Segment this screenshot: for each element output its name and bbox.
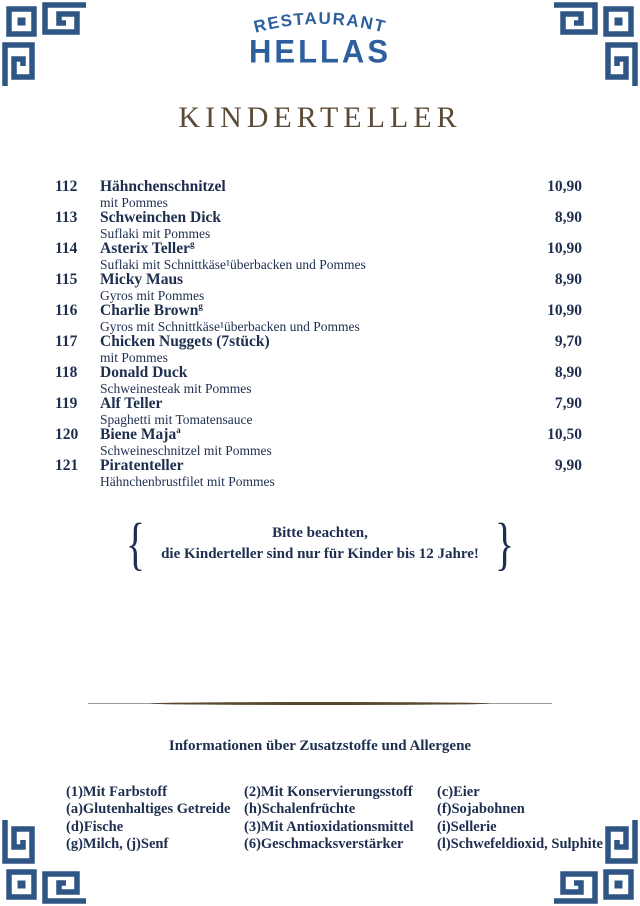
menu-item-name-text: Hähnchenschnitzel xyxy=(100,178,226,195)
section-divider xyxy=(88,701,552,705)
menu-item-price: 10,90 xyxy=(547,240,582,257)
menu-item-body xyxy=(100,334,520,365)
menu-item-name-text: Donald Duck xyxy=(100,364,188,381)
menu-item-description: Schweinesteak mit Pommes xyxy=(100,380,252,396)
age-note-line1: Bitte beachten, xyxy=(272,525,368,541)
menu-item-name xyxy=(100,210,520,227)
menu-item-body xyxy=(100,179,520,210)
menu-item xyxy=(55,272,582,303)
menu-item-body xyxy=(100,396,520,427)
divider-center-bar xyxy=(150,702,490,705)
allergen-entry: (a)Glutenhaltiges Getreide xyxy=(66,801,231,818)
menu-item-name xyxy=(100,365,520,382)
menu-item-name-text: Biene Maja xyxy=(100,426,177,443)
menu-item-number: 118 xyxy=(55,364,78,381)
menu-item-body xyxy=(100,210,520,241)
age-note-line2: die Kinderteller sind nur für Kinder bis 12 Jahre! xyxy=(161,546,479,562)
allergen-entry: (2)Mit Konservierungsstoff xyxy=(244,784,413,800)
menu-item xyxy=(55,334,582,365)
menu-item-price: 8,90 xyxy=(554,209,582,226)
menu-item-price: 10,90 xyxy=(547,178,582,195)
menu-item-name-text: Chicken Nuggets (7stück) xyxy=(100,333,270,350)
menu-item-number: 114 xyxy=(55,240,78,257)
menu-item-description: Spaghetti mit Tomatensauce xyxy=(100,411,253,427)
menu-item-body xyxy=(100,272,520,303)
allergen-superscript: a xyxy=(176,424,181,435)
logo-restaurant-text: RESTAURANT xyxy=(251,8,389,37)
menu-item-body xyxy=(100,458,520,489)
restaurant-hellas-logo xyxy=(0,2,640,70)
allergen-entry: (l)Schwefeldioxid, Sulphite xyxy=(437,835,603,852)
menu-item-price: 7,90 xyxy=(554,395,582,412)
allergen-column-1 xyxy=(66,784,244,853)
menu-item-name xyxy=(100,396,520,413)
allergen-entry: (3)Mit Antioxidationsmittel xyxy=(244,818,414,835)
menu-item-body xyxy=(100,424,520,458)
menu-item xyxy=(55,210,582,241)
allergen-column-3 xyxy=(437,784,617,853)
menu-item-name-text: Charlie Brown xyxy=(100,302,199,319)
allergen-entry: (i)Sellerie xyxy=(437,818,497,835)
allergen-entry: (g)Milch, (j)Senf xyxy=(66,835,169,852)
left-brace-ornament: { xyxy=(125,510,146,576)
menu-item-body xyxy=(100,365,520,396)
menu-item xyxy=(55,365,582,396)
menu-item-name xyxy=(100,458,520,475)
menu-item-price: 8,90 xyxy=(554,271,582,288)
age-note xyxy=(0,512,640,576)
menu-item-number: 115 xyxy=(55,271,78,288)
menu-item-number: 119 xyxy=(55,395,78,412)
menu-item-name-text: Schweinchen Dick xyxy=(100,209,221,226)
menu-item xyxy=(55,238,582,272)
menu-item-name-text: Piratenteller xyxy=(100,457,184,474)
menu-item-price: 9,90 xyxy=(554,457,582,474)
allergen-entry: (6)Geschmacksverstärker xyxy=(244,835,404,852)
menu-item-description: Hähnchenbrustfilet mit Pommes xyxy=(100,473,275,489)
allergen-legend xyxy=(66,784,617,853)
menu-item-price: 10,50 xyxy=(547,426,582,443)
menu-item xyxy=(55,424,582,458)
menu-item-number: 112 xyxy=(55,178,78,195)
allergen-column-2 xyxy=(244,784,437,853)
allergen-entry: (1)Mit Farbstoff xyxy=(66,784,168,800)
menu-item-description: mit Pommes xyxy=(100,349,168,365)
menu-item-description: mit Pommes xyxy=(100,194,168,210)
menu-item-name xyxy=(100,238,520,258)
menu-item xyxy=(55,458,582,489)
menu-item-name xyxy=(100,424,520,444)
menu-item-number: 121 xyxy=(55,457,79,474)
logo-hellas-text: HELLAS xyxy=(249,33,391,70)
menu-item-name xyxy=(100,334,520,351)
menu-item xyxy=(55,396,582,427)
allergen-superscript: g xyxy=(198,300,203,311)
menu-item-name-text: Micky Maus xyxy=(100,271,184,288)
menu-item-price: 9,70 xyxy=(554,333,582,350)
menu-item-number: 117 xyxy=(55,333,78,350)
menu-item-number: 113 xyxy=(55,209,78,226)
menu-item-description: Suflaki mit Schnittkäse¹überbacken und Pommes xyxy=(100,256,366,272)
allergen-superscript: g xyxy=(189,238,195,249)
menu-item xyxy=(55,179,582,210)
page-title: KINDERTELLER xyxy=(178,101,462,134)
menu-item-name xyxy=(100,272,520,289)
menu-item-body xyxy=(100,300,520,334)
menu-item-description: Gyros mit Schnittkäse¹überbacken und Pommes xyxy=(100,318,360,334)
menu-item-number: 116 xyxy=(55,302,78,319)
menu-item-description: Suflaki mit Pommes xyxy=(100,225,211,241)
menu-item-name xyxy=(100,179,520,196)
menu-item-body xyxy=(100,238,520,272)
allergen-info-heading: Informationen über Zusatzstoffe und Allergene xyxy=(168,738,472,754)
allergen-entry: (c)Eier xyxy=(437,784,480,800)
menu-item-price: 8,90 xyxy=(554,364,582,381)
menu-item-description: Schweineschnitzel mit Pommes xyxy=(100,442,272,458)
menu-item xyxy=(55,300,582,334)
menu-item-name xyxy=(100,300,520,320)
menu-item-number: 120 xyxy=(55,426,79,443)
menu-item-name-text: Alf Teller xyxy=(100,395,163,412)
right-brace-ornament: } xyxy=(494,510,515,576)
allergen-entry: (f)Sojabohnen xyxy=(437,801,525,818)
menu-item-description: Gyros mit Pommes xyxy=(100,287,205,303)
menu-item-price: 10,90 xyxy=(547,302,582,319)
allergen-entry: (h)Schalenfrüchte xyxy=(244,801,356,818)
menu-item-list xyxy=(55,179,582,489)
age-note-text xyxy=(161,523,479,565)
menu-item-name-text: Asterix Teller xyxy=(100,240,190,257)
allergen-entry: (d)Fische xyxy=(66,818,124,835)
